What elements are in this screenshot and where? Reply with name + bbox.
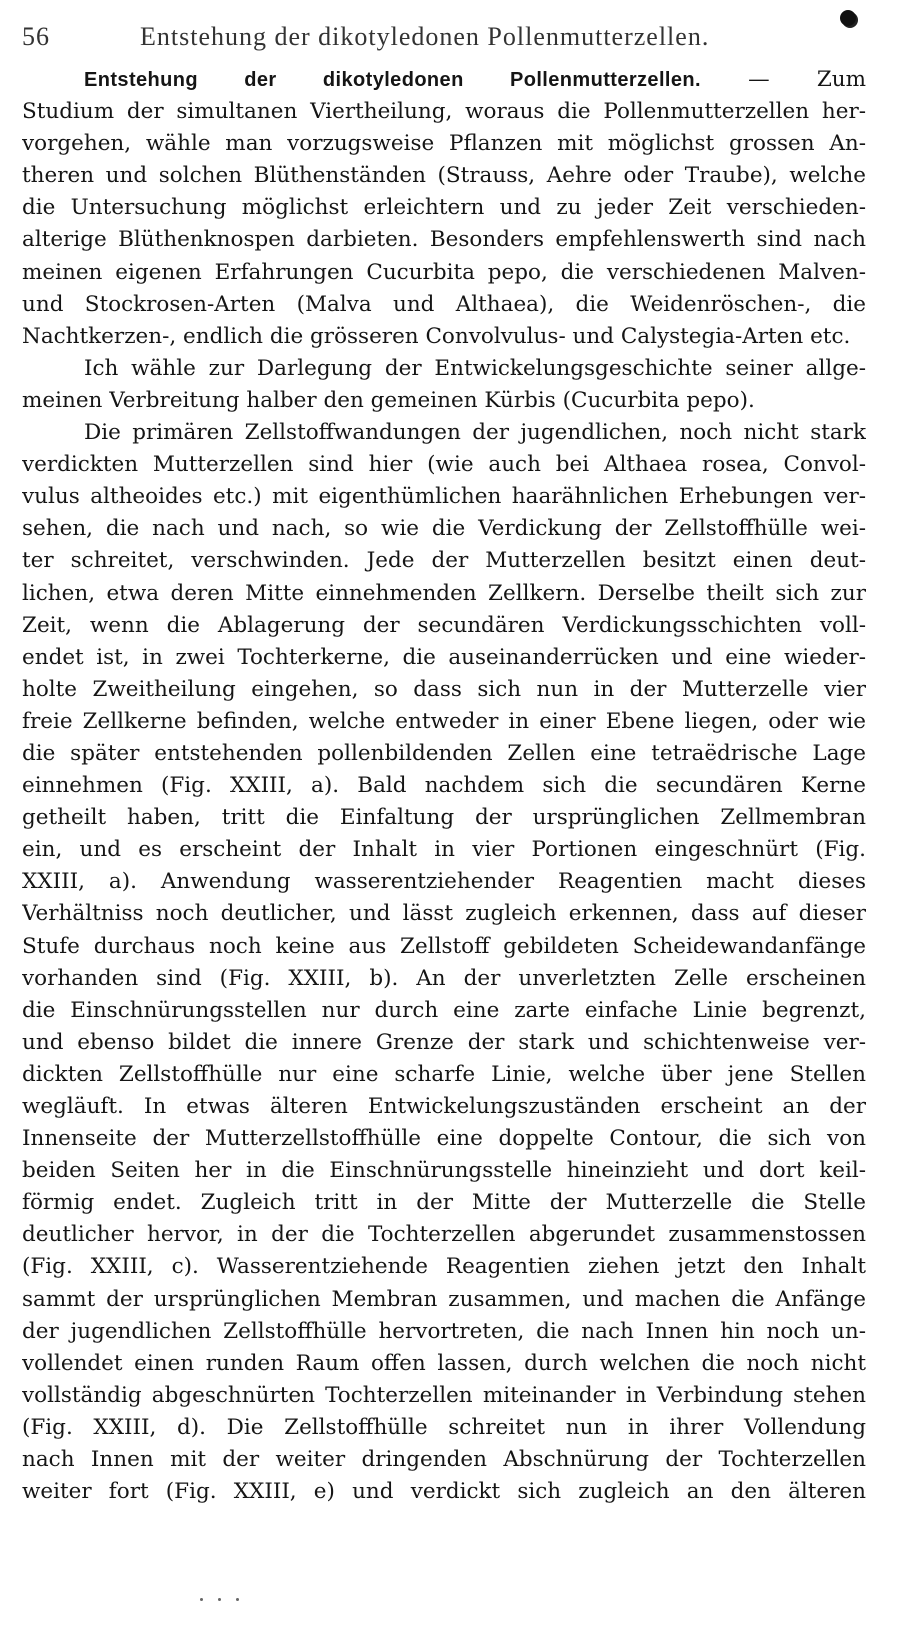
text-line: endet ist, in zwei Tochterkerne, die auseinanderrücken und eine wieder-	[22, 644, 866, 670]
text-line: Innenseite der Mutterzellstoffhülle eine doppelte Contour, die sich von	[22, 1126, 866, 1152]
text-line: vulus altheoides etc.) mit eigenthümlichen haarähnlichen Erhebungen ver-	[22, 484, 866, 510]
text-line: vollständig abgeschnürten Tochterzellen miteinander in Verbindung stehen	[22, 1382, 866, 1408]
text-line: vollendet einen runden Raum offen lassen, durch welchen die noch nicht	[22, 1350, 866, 1376]
text-line: die Untersuchung möglichst erleichtern und zu jeder Zeit verschieden-	[22, 195, 866, 221]
text-line: deutlicher hervor, in der die Tochterzellen abgerundet zusammenstossen	[22, 1222, 866, 1248]
text-line: ter schreitet, verschwinden. Jede der Mutterzellen besitzt einen deut-	[22, 548, 866, 574]
text-line: Zeit, wenn die Ablagerung der secundären Verdickungsschichten voll-	[22, 612, 866, 638]
text-line: theren und solchen Blüthenständen (Strauss, Aehre oder Traube), welche	[22, 163, 866, 189]
text-line: alterige Blüthenknospen darbieten. Besonders empfehlenswerth sind nach	[22, 227, 866, 253]
text-line: Studium der simultanen Viertheilung, woraus die Pollenmutterzellen her-	[22, 99, 866, 125]
text-line: meinen eigenen Erfahrungen Cucurbita pepo, die verschiedenen Malven-	[22, 259, 866, 285]
text-line: meinen Verbreitung halber den gemeinen Kürbis (Cucurbita pepo).	[22, 387, 755, 413]
text-line: beiden Seiten her in die Einschnürungsstelle hineinzieht und dort keil-	[22, 1158, 866, 1184]
text-line: sammt der ursprünglichen Membran zusammen, und machen die Anfänge	[22, 1286, 866, 1312]
text-line: weiter fort (Fig. XXIII, e) und verdickt sich zugleich an den älteren	[22, 1479, 866, 1505]
text-line: Verhältniss noch deutlicher, und lässt zugleich erkennen, dass auf dieser	[22, 901, 866, 927]
text-line: einnehmen (Fig. XXIII, a). Bald nachdem sich die secundären Kerne	[22, 773, 866, 799]
text-line: sehen, die nach und nach, so wie die Verdickung der Zellstoffhülle wei-	[22, 516, 866, 542]
text-line: und ebenso bildet die innere Grenze der stark und schichtenweise ver-	[22, 1029, 866, 1055]
section-heading-line	[22, 64, 866, 96]
text-line: holte Zweitheilung eingehen, so dass sich nun in der Mutterzelle vier	[22, 676, 866, 702]
text-line: Ich wähle zur Darlegung der Entwickelungsgeschichte seiner allge-	[84, 355, 866, 381]
text-line: vorgehen, wähle man vorzugsweise Pflanzen mit möglichst grossen An-	[22, 131, 866, 157]
running-title: Entstehung der dikotyledonen Pollenmutterzellen.	[140, 22, 710, 51]
text-line: Nachtkerzen-, endlich die grösseren Convolvulus- und Calystegia-Arten etc.	[22, 323, 851, 349]
text-line: XXIII, a). Anwendung wasserentziehender Reagentien macht dieses	[22, 869, 866, 895]
running-header	[22, 22, 882, 56]
text-line: und Stockrosen-Arten (Malva und Althaea), die Weidenröschen-, die	[22, 291, 866, 317]
text-line: freie Zellkerne befinden, welche entweder in einer Ebene liegen, oder wie	[22, 708, 866, 734]
body-text	[22, 64, 866, 1508]
section-heading: Entstehung der dikotyledonen Pollenmutterzellen.	[84, 69, 701, 91]
text-line: dickten Zellstoffhülle nur eine scharfe Linie, welche über jene Stellen	[22, 1061, 866, 1087]
text-line: vorhanden sind (Fig. XXIII, b). An der unverletzten Zelle erscheinen	[22, 965, 866, 991]
text-line: wegläuft. In etwas älteren Entwickelungszuständen erscheint an der	[22, 1094, 866, 1119]
text-line: förmig endet. Zugleich tritt in der Mitte der Mutterzelle die Stelle	[22, 1190, 866, 1216]
ink-blot-mark	[840, 10, 856, 26]
text-line: der jugendlichen Zellstoffhülle hervortreten, die nach Innen hin noch un-	[22, 1318, 866, 1344]
text-line: ein, und es erscheint der Inhalt in vier Portionen eingeschnürt (Fig.	[22, 837, 866, 863]
text-line: Stufe durchaus noch keine aus Zellstoff gebildeten Scheidewandanfänge	[22, 933, 866, 959]
text-line: die Einschnürungsstellen nur durch eine zarte einfache Linie begrenzt,	[22, 997, 866, 1023]
print-speckles	[200, 1598, 260, 1606]
page-number: 56	[22, 22, 50, 51]
text-line: die später entstehenden pollenbildenden Zellen eine tetraëdrische Lage	[22, 740, 866, 766]
text-line: (Fig. XXIII, c). Wasserentziehende Reagentien ziehen jetzt den Inhalt	[22, 1254, 866, 1280]
section-heading-tail: — Zum	[700, 67, 866, 92]
text-line: getheilt haben, tritt die Einfaltung der ursprünglichen Zellmembran	[22, 805, 866, 831]
text-line: lichen, etwa deren Mitte einnehmenden Zellkern. Derselbe theilt sich zur	[22, 580, 866, 606]
text-line: (Fig. XXIII, d). Die Zellstoffhülle schreitet nun in ihrer Vollendung	[22, 1414, 866, 1440]
text-line: verdickten Mutterzellen sind hier (wie auch bei Althaea rosea, Convol-	[22, 452, 866, 478]
text-line: Die primären Zellstoffwandungen der jugendlichen, noch nicht stark	[84, 420, 866, 446]
text-line: nach Innen mit der weiter dringenden Abschnürung der Tochterzellen	[22, 1447, 866, 1473]
